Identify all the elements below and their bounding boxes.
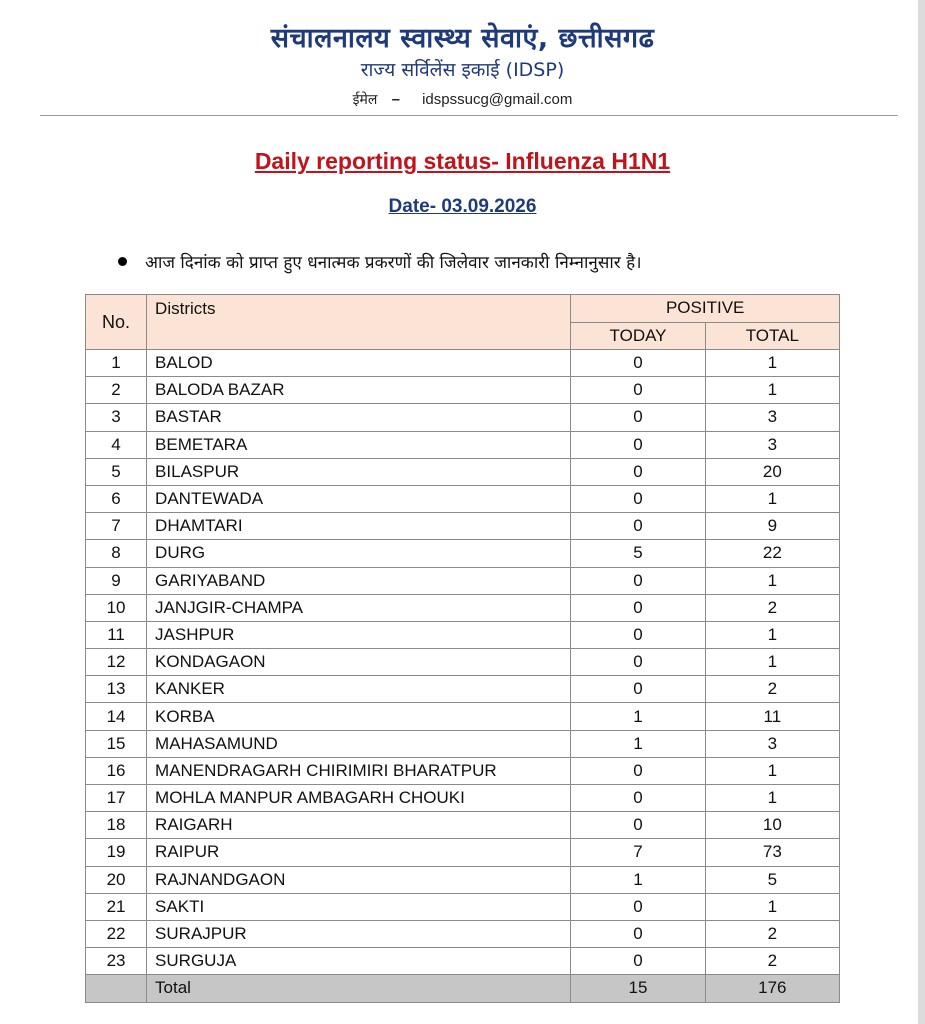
total-count: 1 (705, 621, 839, 648)
table-row (86, 649, 840, 676)
table-row (86, 757, 840, 784)
table-row (86, 458, 840, 485)
total-count: 73 (705, 839, 839, 866)
today-count: 0 (571, 621, 705, 648)
today-count: 0 (571, 567, 705, 594)
district-name: BASTAR (147, 404, 571, 431)
district-name: BEMETARA (147, 431, 571, 458)
email-label: ईमेल (352, 92, 378, 108)
summary-note-text: आज दिनांक को प्राप्त हुए धनात्मक प्रकरणों की जिलेवार जानकारी निम्नानुसार है। (145, 253, 642, 273)
total-count: 1 (705, 567, 839, 594)
total-count: 2 (705, 920, 839, 947)
row-number: 21 (86, 893, 147, 920)
total-count: 1 (705, 485, 839, 512)
today-count: 1 (571, 866, 705, 893)
total-count: 22 (705, 540, 839, 567)
total-count: 1 (705, 893, 839, 920)
today-count: 0 (571, 350, 705, 377)
table-row (86, 948, 840, 975)
table-row (86, 377, 840, 404)
district-name: BILASPUR (147, 458, 571, 485)
district-name: KONDAGAON (147, 649, 571, 676)
email-dash: – (391, 91, 400, 108)
district-name: SURAJPUR (147, 920, 571, 947)
total-today: 15 (571, 975, 705, 1002)
district-name: JASHPUR (147, 621, 571, 648)
today-count: 0 (571, 785, 705, 812)
row-number: 18 (86, 812, 147, 839)
row-number: 5 (86, 458, 147, 485)
district-name: KORBA (147, 703, 571, 730)
district-name: MOHLA MANPUR AMBAGARH CHOUKI (147, 785, 571, 812)
total-count: 3 (705, 431, 839, 458)
today-count: 0 (571, 757, 705, 784)
today-count: 0 (571, 948, 705, 975)
table-row (86, 567, 840, 594)
district-name: RAIPUR (147, 839, 571, 866)
district-name: SURGUJA (147, 948, 571, 975)
total-count: 2 (705, 676, 839, 703)
department-heading: संचालनालय स्वास्थ्य सेवाएं, छत्तीसगढ (270, 23, 655, 54)
table-row (86, 513, 840, 540)
email-address[interactable]: idspssucg@gmail.com (422, 91, 573, 108)
table-row (86, 676, 840, 703)
total-count: 1 (705, 377, 839, 404)
district-name: GARIYABAND (147, 567, 571, 594)
row-number: 4 (86, 431, 147, 458)
table-body (86, 350, 840, 1003)
district-name: MAHASAMUND (147, 730, 571, 757)
row-number: 6 (86, 485, 147, 512)
today-count: 0 (571, 920, 705, 947)
row-number: 10 (86, 594, 147, 621)
total-count: 1 (705, 649, 839, 676)
row-number: 12 (86, 649, 147, 676)
table-row (86, 839, 840, 866)
page-edge (918, 0, 925, 1024)
row-number: 16 (86, 757, 147, 784)
table-row (86, 703, 840, 730)
row-number: 2 (86, 377, 147, 404)
table-row (86, 812, 840, 839)
row-number: 19 (86, 839, 147, 866)
district-name: DURG (147, 540, 571, 567)
row-number: 7 (86, 513, 147, 540)
row-number: 20 (86, 866, 147, 893)
total-total: 176 (705, 975, 839, 1002)
total-row (86, 975, 840, 1002)
district-name: BALODA BAZAR (147, 377, 571, 404)
column-header-total: TOTAL (705, 322, 839, 350)
header-divider (40, 115, 898, 116)
today-count: 7 (571, 839, 705, 866)
today-count: 5 (571, 540, 705, 567)
today-count: 0 (571, 649, 705, 676)
total-count: 11 (705, 703, 839, 730)
today-count: 1 (571, 703, 705, 730)
total-count: 3 (705, 404, 839, 431)
table-row (86, 621, 840, 648)
today-count: 0 (571, 513, 705, 540)
district-name: JANJGIR-CHAMPA (147, 594, 571, 621)
row-number: 13 (86, 676, 147, 703)
column-header-no: No. (86, 295, 147, 350)
district-name: RAIGARH (147, 812, 571, 839)
table-row (86, 893, 840, 920)
row-number: 3 (86, 404, 147, 431)
table-row (86, 920, 840, 947)
today-count: 0 (571, 377, 705, 404)
today-count: 0 (571, 458, 705, 485)
row-number: 22 (86, 920, 147, 947)
report-date: Date- 03.09.2026 (388, 196, 537, 217)
row-number: 23 (86, 948, 147, 975)
column-header-districts: Districts (147, 295, 571, 350)
row-number: 14 (86, 703, 147, 730)
row-number: 15 (86, 730, 147, 757)
total-count: 20 (705, 458, 839, 485)
row-number: 8 (86, 540, 147, 567)
district-name: KANKER (147, 676, 571, 703)
column-header-today: TODAY (571, 322, 705, 350)
table-row (86, 866, 840, 893)
district-positive-table (85, 294, 840, 1003)
today-count: 0 (571, 676, 705, 703)
today-count: 0 (571, 404, 705, 431)
total-count: 3 (705, 730, 839, 757)
district-name: SAKTI (147, 893, 571, 920)
bullet-icon (118, 257, 127, 266)
total-count: 1 (705, 350, 839, 377)
today-count: 0 (571, 812, 705, 839)
total-row-blank (86, 975, 147, 1002)
table-row (86, 730, 840, 757)
today-count: 1 (571, 730, 705, 757)
row-number: 1 (86, 350, 147, 377)
total-count: 1 (705, 785, 839, 812)
table-row (86, 485, 840, 512)
today-count: 0 (571, 594, 705, 621)
total-count: 1 (705, 757, 839, 784)
district-name: RAJNANDGAON (147, 866, 571, 893)
district-name: MANENDRAGARH CHIRIMIRI BHARATPUR (147, 757, 571, 784)
total-count: 9 (705, 513, 839, 540)
district-name: DHAMTARI (147, 513, 571, 540)
table-row (86, 404, 840, 431)
total-count: 2 (705, 594, 839, 621)
summary-note (118, 250, 642, 273)
email-line (0, 90, 925, 109)
today-count: 0 (571, 431, 705, 458)
today-count: 0 (571, 893, 705, 920)
report-title: Daily reporting status- Influenza H1N1 (254, 148, 671, 174)
row-number: 9 (86, 567, 147, 594)
district-name: DANTEWADA (147, 485, 571, 512)
total-count: 10 (705, 812, 839, 839)
column-header-positive: POSITIVE (571, 295, 840, 323)
today-count: 0 (571, 485, 705, 512)
unit-heading: राज्य सर्विलेंस इकाई (IDSP) (360, 59, 565, 81)
table-row (86, 350, 840, 377)
table-row (86, 431, 840, 458)
total-count: 2 (705, 948, 839, 975)
table-row (86, 785, 840, 812)
total-count: 5 (705, 866, 839, 893)
district-name: BALOD (147, 350, 571, 377)
table-row (86, 540, 840, 567)
total-label: Total (147, 975, 571, 1002)
table-row (86, 594, 840, 621)
row-number: 17 (86, 785, 147, 812)
row-number: 11 (86, 621, 147, 648)
